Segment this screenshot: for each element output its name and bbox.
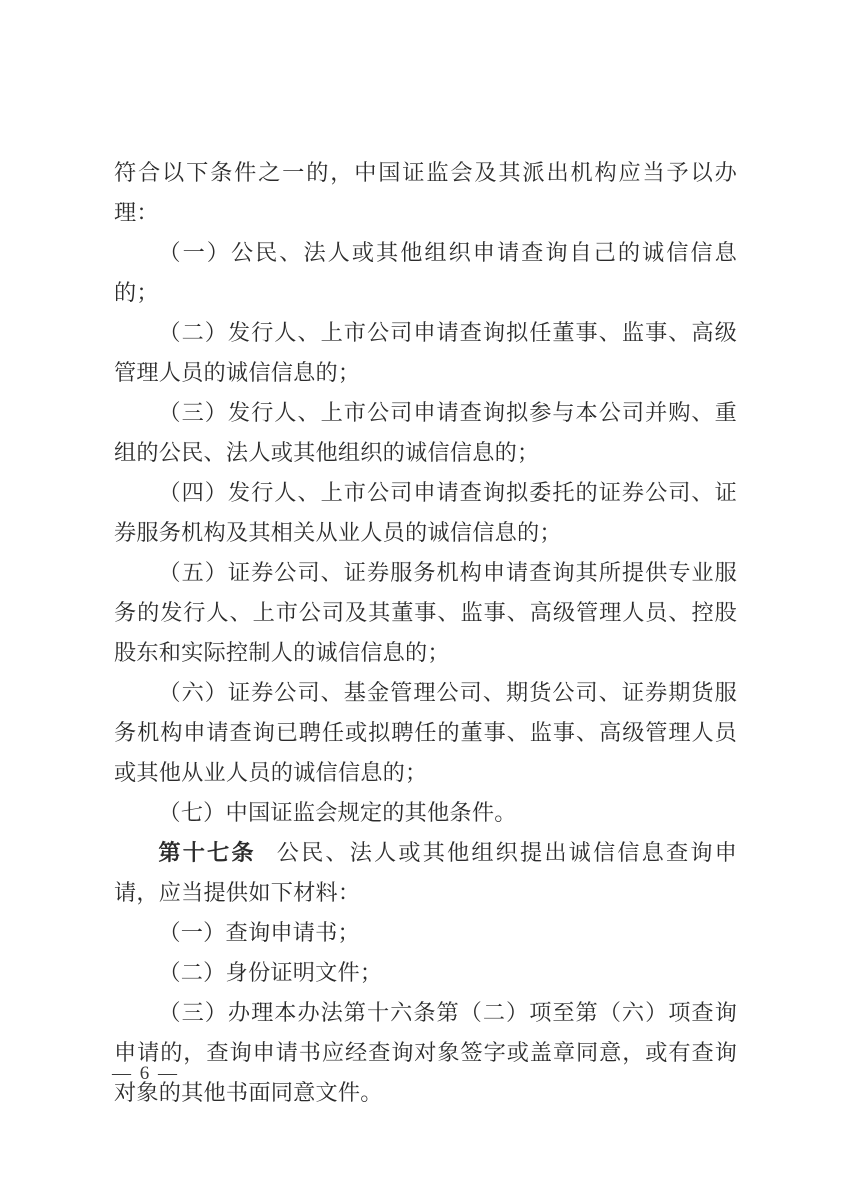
document-body-text [114,153,737,1113]
article-number: 第十七条 [158,840,256,865]
page-number: — 6 — [112,1063,179,1084]
material-item-2: （二）身份证明文件； [158,960,383,985]
material-item-1: （一）查询申请书； [158,920,360,945]
list-item-1: （一）公民、法人或其他组织申请查询自己的诚信信息的； [114,240,737,305]
list-item-6: （六）证券公司、基金管理公司、期货公司、证券期货服务机构申请查询已聘任或拟聘任的董事、监事、高级管理人员或其他从业人员的诚信信息的； [114,680,737,785]
article-text: 公民、法人或其他组织提出诚信信息查询申请，应当提供如下材料： [114,840,737,905]
material-item-3: （三）办理本办法第十六条第（二）项至第（六）项查询申请的，查询申请书应经查询对象签字或盖章同意，或有查询对象的其他书面同意文件。 [114,1000,737,1105]
list-item-3: （三）发行人、上市公司申请查询拟参与本公司并购、重组的公民、法人或其他组织的诚信信息的； [114,400,737,465]
list-item-2: （二）发行人、上市公司申请查询拟任董事、监事、高级管理人员的诚信信息的； [114,320,737,385]
list-item-4: （四）发行人、上市公司申请查询拟委托的证券公司、证券服务机构及其相关从业人员的诚信信息的； [114,480,737,545]
article-17-paragraph [114,833,737,913]
list-item-7: （七）中国证监会规定的其他条件。 [158,800,517,825]
list-item-5: （五）证券公司、证券服务机构申请查询其所提供专业服务的发行人、上市公司及其董事、监事、高级管理人员、控股股东和实际控制人的诚信信息的； [114,560,737,665]
paragraph-continuation: 符合以下条件之一的，中国证监会及其派出机构应当予以办理： [114,160,737,225]
